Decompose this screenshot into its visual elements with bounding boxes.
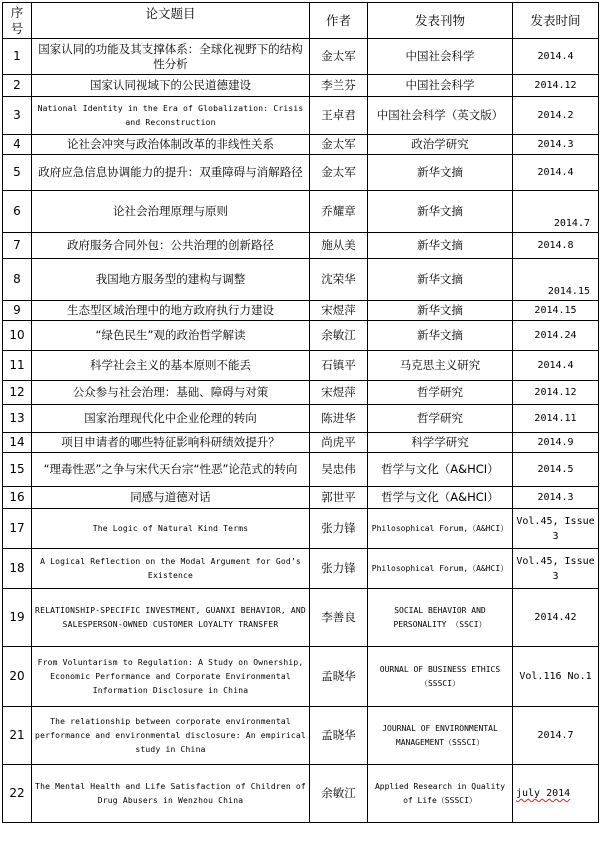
- table-row: [3, 155, 599, 191]
- table-row: [3, 433, 599, 453]
- table-row: [3, 135, 599, 155]
- paper-author: 施从美: [310, 233, 368, 259]
- paper-journal: 哲学研究: [368, 405, 513, 433]
- row-number: 22: [3, 765, 32, 823]
- row-number: 19: [3, 589, 32, 647]
- paper-date: Vol.116 No.1: [513, 647, 599, 707]
- paper-author: 张力锋: [310, 509, 368, 549]
- table-row: [3, 765, 599, 823]
- paper-title: National Identity in the Era of Globalization: Crisis and Reconstruction: [32, 97, 310, 135]
- paper-title: A Logical Reflection on the Modal Argument for God’s Existence: [32, 549, 310, 589]
- paper-journal: 哲学与文化（A&HCI）: [368, 487, 513, 509]
- table-row: [3, 381, 599, 405]
- paper-title: 政府服务合同外包：公共治理的创新路径: [32, 233, 310, 259]
- paper-title: 生态型区域治理中的地方政府执行力建设: [32, 301, 310, 321]
- row-number: 8: [3, 259, 32, 301]
- paper-journal: Applied Research in Quality of Life（SSSCI）: [368, 765, 513, 823]
- paper-title: 论社会治理原理与原则: [32, 191, 310, 233]
- paper-author: 王卓君: [310, 97, 368, 135]
- paper-date: 2014.3: [513, 487, 599, 509]
- paper-date: 2014.24: [513, 321, 599, 351]
- paper-date: Vol.45, Issue 3: [513, 549, 599, 589]
- paper-date: 2014.8: [513, 233, 599, 259]
- paper-author: 孟晓华: [310, 707, 368, 765]
- paper-date: 2014.7: [513, 707, 599, 765]
- row-number: 1: [3, 39, 32, 75]
- paper-title: “理毒性恶”之争与宋代天台宗“性恶”论范式的转向: [32, 453, 310, 487]
- paper-author: 陈进华: [310, 405, 368, 433]
- row-number: 14: [3, 433, 32, 453]
- paper-date: 2014.2: [513, 97, 599, 135]
- paper-journal: 新华文摘: [368, 259, 513, 301]
- table-row: [3, 233, 599, 259]
- paper-title: 政府应急信息协调能力的提升：双重障碍与消解路径: [32, 155, 310, 191]
- paper-date: 2014.3: [513, 135, 599, 155]
- row-number: 10: [3, 321, 32, 351]
- paper-title: 国家治理现代化中企业伦理的转向: [32, 405, 310, 433]
- paper-author: 金太军: [310, 155, 368, 191]
- paper-title: 科学社会主义的基本原则不能丢: [32, 351, 310, 381]
- paper-title: 国家认同的功能及其支撑体系：全球化视野下的结构性分析: [32, 39, 310, 75]
- header-index: 序号: [3, 3, 32, 39]
- row-number: 5: [3, 155, 32, 191]
- paper-author: 孟晓华: [310, 647, 368, 707]
- paper-author: 余敏江: [310, 765, 368, 823]
- paper-date: 2014.5: [513, 453, 599, 487]
- paper-journal: SOCIAL BEHAVIOR AND PERSONALITY （SSCI）: [368, 589, 513, 647]
- paper-journal: 中国社会科学: [368, 39, 513, 75]
- row-number: 12: [3, 381, 32, 405]
- paper-date: 2014.15: [513, 259, 599, 301]
- paper-journal: 中国社会科学（英文版）: [368, 97, 513, 135]
- paper-journal: 哲学研究: [368, 381, 513, 405]
- paper-date: Vol.45, Issue 3: [513, 509, 599, 549]
- paper-title: 论社会冲突与政治体制改革的非线性关系: [32, 135, 310, 155]
- table-row: [3, 589, 599, 647]
- paper-title: 项目申请者的哪些特征影响科研绩效提升？: [32, 433, 310, 453]
- paper-author: 吴忠伟: [310, 453, 368, 487]
- paper-journal: Philosophical Forum,（A&HCI）: [368, 509, 513, 549]
- paper-date-text: july 2014: [516, 788, 571, 799]
- table-row: [3, 647, 599, 707]
- paper-date: 2014.4: [513, 155, 599, 191]
- row-number: 16: [3, 487, 32, 509]
- paper-title: The Logic of Natural Kind Terms: [32, 509, 310, 549]
- paper-author: 金太军: [310, 39, 368, 75]
- papers-table: [2, 2, 599, 823]
- paper-author: 李兰芬: [310, 75, 368, 97]
- row-number: 21: [3, 707, 32, 765]
- paper-author: 尚虎平: [310, 433, 368, 453]
- paper-author: 乔耀章: [310, 191, 368, 233]
- paper-author: 沈荣华: [310, 259, 368, 301]
- paper-journal: JOURNAL OF ENVIRONMENTAL MANAGEMENT（SSSCI）: [368, 707, 513, 765]
- row-number: 2: [3, 75, 32, 97]
- paper-author: 宋煜萍: [310, 381, 368, 405]
- paper-date: [513, 765, 599, 823]
- table-row: [3, 39, 599, 75]
- header-date: 发表时间: [513, 3, 599, 39]
- row-number: 3: [3, 97, 32, 135]
- row-number: 18: [3, 549, 32, 589]
- table-row: [3, 321, 599, 351]
- paper-date: 2014.4: [513, 39, 599, 75]
- table-row: [3, 75, 599, 97]
- paper-date: 2014.12: [513, 381, 599, 405]
- table-row: [3, 487, 599, 509]
- paper-journal: OURNAL OF BUSINESS ETHICS（SSSCI）: [368, 647, 513, 707]
- row-number: 11: [3, 351, 32, 381]
- papers-sheet: [2, 2, 598, 823]
- paper-journal: 哲学与文化（A&HCI）: [368, 453, 513, 487]
- paper-author: 石镇平: [310, 351, 368, 381]
- paper-date: 2014.4: [513, 351, 599, 381]
- paper-journal: 马克思主义研究: [368, 351, 513, 381]
- paper-title: [32, 765, 310, 823]
- table-row: [3, 259, 599, 301]
- paper-title: 公众参与社会治理：基础、障碍与对策: [32, 381, 310, 405]
- table-row: [3, 509, 599, 549]
- paper-journal: Philosophical Forum,（A&HCI）: [368, 549, 513, 589]
- paper-journal: 新华文摘: [368, 321, 513, 351]
- paper-journal: 中国社会科学: [368, 75, 513, 97]
- paper-date: 2014.12: [513, 75, 599, 97]
- header-author: 作者: [310, 3, 368, 39]
- paper-date: 2014.9: [513, 433, 599, 453]
- paper-title: 国家认同视域下的公民道德建设: [32, 75, 310, 97]
- paper-journal: 新华文摘: [368, 191, 513, 233]
- paper-author: 郭世平: [310, 487, 368, 509]
- row-number: 13: [3, 405, 32, 433]
- paper-title: 同感与道德对话: [32, 487, 310, 509]
- row-number: 6: [3, 191, 32, 233]
- table-row: [3, 301, 599, 321]
- row-number: 9: [3, 301, 32, 321]
- paper-date: 2014.15: [513, 301, 599, 321]
- table-row: [3, 97, 599, 135]
- table-row: [3, 351, 599, 381]
- paper-author: 张力锋: [310, 549, 368, 589]
- paper-title: The relationship between corporate environmental performance and environmental disclosure: An empirical study in China: [32, 707, 310, 765]
- paper-title: From Voluntarism to Regulation: A Study on Ownership, Economic Performance and Corporate Environmental Information Disclosure in China: [32, 647, 310, 707]
- paper-title: “绿色民生”观的政治哲学解读: [32, 321, 310, 351]
- paper-title: RELATIONSHIP-SPECIFIC INVESTMENT, GUANXI BEHAVIOR, AND SALESPERSON-OWNED CUSTOMER LOYALTY TRANSFER: [32, 589, 310, 647]
- paper-journal: 科学学研究: [368, 433, 513, 453]
- paper-title-text: The Mental Health and Life Satisfaction of Children of Drug Abusers in Wenzhou China: [35, 781, 306, 805]
- header-title: 论文题目: [32, 3, 310, 39]
- row-number: 15: [3, 453, 32, 487]
- paper-author: 宋煜萍: [310, 301, 368, 321]
- paper-journal: 新华文摘: [368, 155, 513, 191]
- table-row: [3, 453, 599, 487]
- row-number: 7: [3, 233, 32, 259]
- table-row: [3, 405, 599, 433]
- table-row: [3, 191, 599, 233]
- paper-author: 金太军: [310, 135, 368, 155]
- paper-author: 余敏江: [310, 321, 368, 351]
- paper-journal: 新华文摘: [368, 233, 513, 259]
- paper-author: 李善良: [310, 589, 368, 647]
- header-journal: 发表刊物: [368, 3, 513, 39]
- paper-date: 2014.7: [513, 191, 599, 233]
- table-row: [3, 549, 599, 589]
- row-number: 20: [3, 647, 32, 707]
- paper-title: 我国地方服务型的建构与调整: [32, 259, 310, 301]
- header-row: [3, 3, 599, 39]
- paper-journal: 政治学研究: [368, 135, 513, 155]
- row-number: 4: [3, 135, 32, 155]
- paper-journal: 新华文摘: [368, 301, 513, 321]
- paper-date: 2014.11: [513, 405, 599, 433]
- table-row: [3, 707, 599, 765]
- paper-date: 2014.42: [513, 589, 599, 647]
- row-number: 17: [3, 509, 32, 549]
